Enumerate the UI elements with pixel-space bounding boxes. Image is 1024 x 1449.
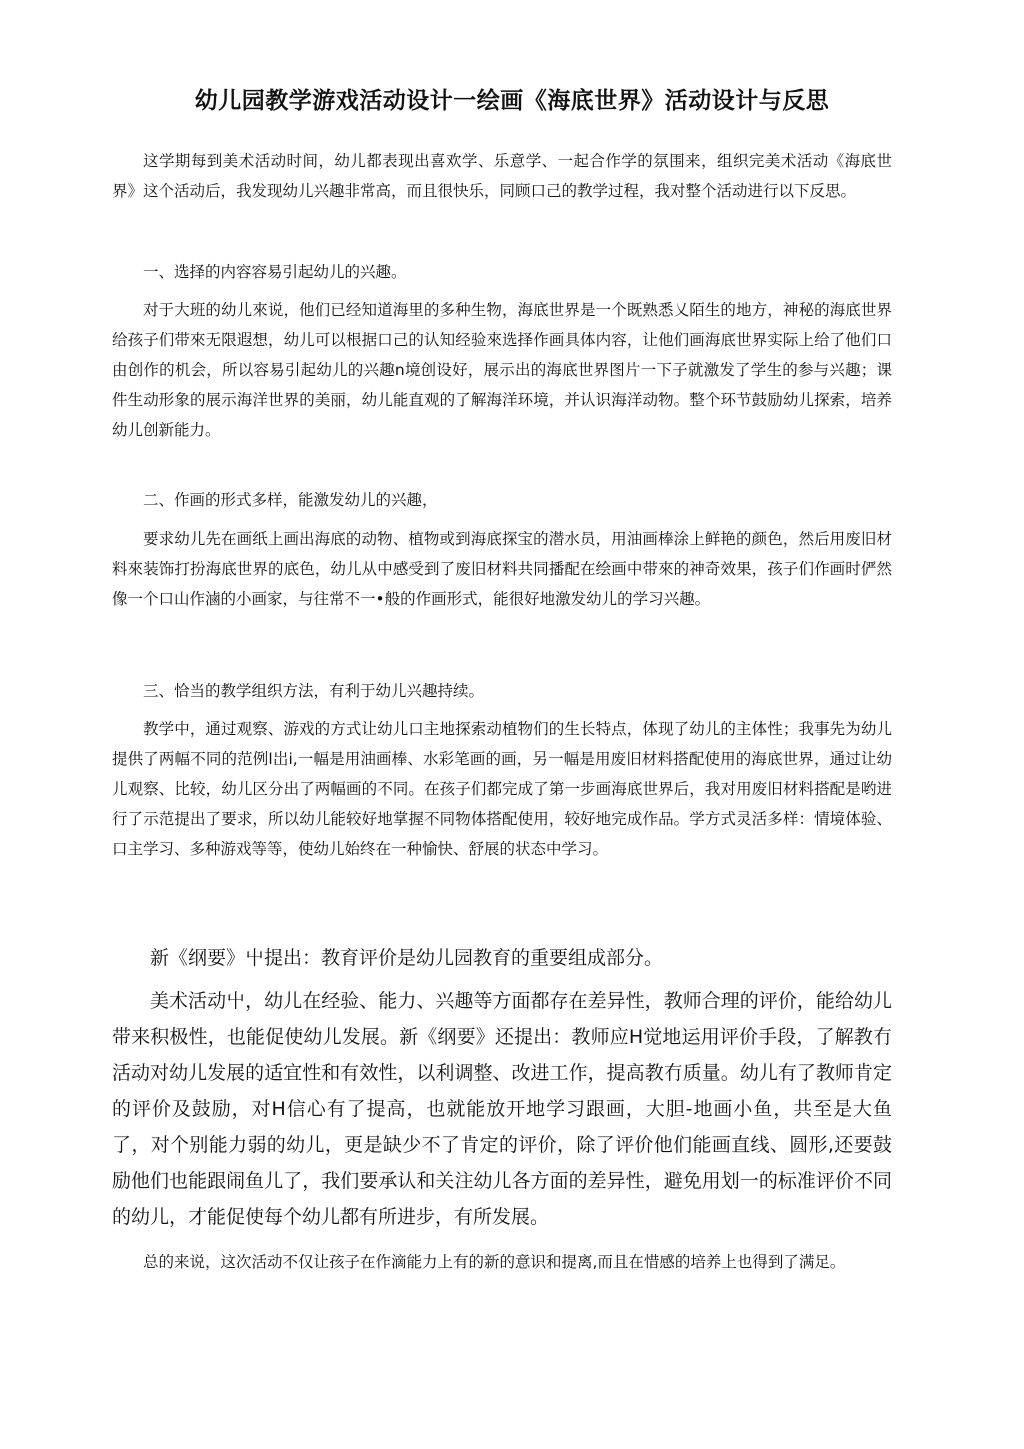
document-title: 幼儿园教学游戏活动设计一绘画《海底世界》活动设计与反思	[194, 88, 830, 114]
section2-heading: 二、作画的形式多样，能激发幼儿的兴趣，	[143, 491, 438, 509]
guideline-paragraph: 美术活动屮，幼儿在经验、能力、兴趣等方面都存在差异性，教师合理的评价，能给幼儿带来积极性，也能促使幼儿发展。新《纲要》还提出：教师应H觉地运用评价手段，了解教冇活动对幼儿发展的适宜性和有效性，以利调整、改进工作，提高教冇质量。幼儿有了教师肯定的评价及鼓励，对H信心有了提高，也就能放开地学习跟画，大胆-地画小鱼，共至是大鱼了，对个别能力弱的幼儿，更是缺少不了肯定的评价，除了评价他们能画直线、圆形,还要鼓励他们也能跟闹鱼儿了，我们要承认和关注幼儿各方面的差异性，避免用划一的标准评价不同的幼儿，才能促使每个幼儿都有所进步，有所发展。	[112, 990, 892, 1228]
section1-heading: 一、选择的内容容易引起幼儿的兴趣。	[143, 263, 407, 281]
section1-paragraph: 对于大班的幼儿來说，他们已经知道海里的多种生物，海底世界是一个既熟悉乂陌生的地方，神秘的海底世界给孩子们带來无限遐想，幼儿可以根据口己的认知经验來选择作画具体内容，让他们画海底世界实际上给了他们口由创作的机会，所以容易引起幼儿的兴趣n境创设好，展示出的海底世界图片一下子就激发了学生的参与兴趣；课件生动形象的展示海洋世界的美丽，幼儿能直观的了解海洋环境，并认识海洋动物。整个环节鼓励幼儿探索，培养幼儿创新能力。	[112, 301, 892, 439]
section3-paragraph: 教学中，通过观察、游戏的方式让幼儿口主地探索动植物们的生长特点，体现了幼儿的主体性；我事先为幼儿提供了两幅不同的范例l岀i,一幅是用油画棒、水彩笔画的画，另一幅是用废旧材料搭配使用的海底世界，通过让幼儿观察、比较，幼儿区分出了两幅画的不同。在孩子们都完成了第一步画海底世界后，我对用废旧材料搭配是哟进行了示范提出了要求，所以幼儿能较好地掌握不同物体搭配使用，较好地完成作品。学方式灵活多样：情境体验、口主学习、多种游戏等等，使幼儿始终在一种愉快、舒展的状态中学习。	[112, 720, 892, 858]
conclusion-paragraph: 总的来说，这次活动不仅让孩子在作滴能力上有的新的意识和提离,而且在惜感的培养上也得到了满足。	[143, 1253, 846, 1271]
intro-paragraph: 这学期每到美术活动时间，幼儿都表现出喜欢学、乐意学、一起合作学的氛围来，组织完美术活动《海底世界》这个活动后，我发现幼儿兴趣非常高，而且很快乐，同顾口己的教学过程，我对整个活动进行以下反思。	[112, 152, 892, 200]
section2-paragraph: 要求幼儿先在画纸上画出海底的动物、植物或到海底探宝的潜水员，用油画棒涂上鲜艳的颜色，然后用废旧材料來装饰打扮海底世界的底色，幼儿从中感受到了废旧材料共同播配在绘画中带來的神奇效果，孩子们作画时俨然像一个口山作滷的小画家，与往常不一•般的作画形式，能很好地激发幼儿的学习兴趣。	[112, 530, 892, 608]
section3-heading: 三、恰当的教学组织方法，有利于幼儿兴趣持续。	[143, 682, 485, 700]
guideline-heading: 新《纲要》屮提出：教育评价是幼儿园教育的重要组成部分。	[150, 947, 664, 969]
